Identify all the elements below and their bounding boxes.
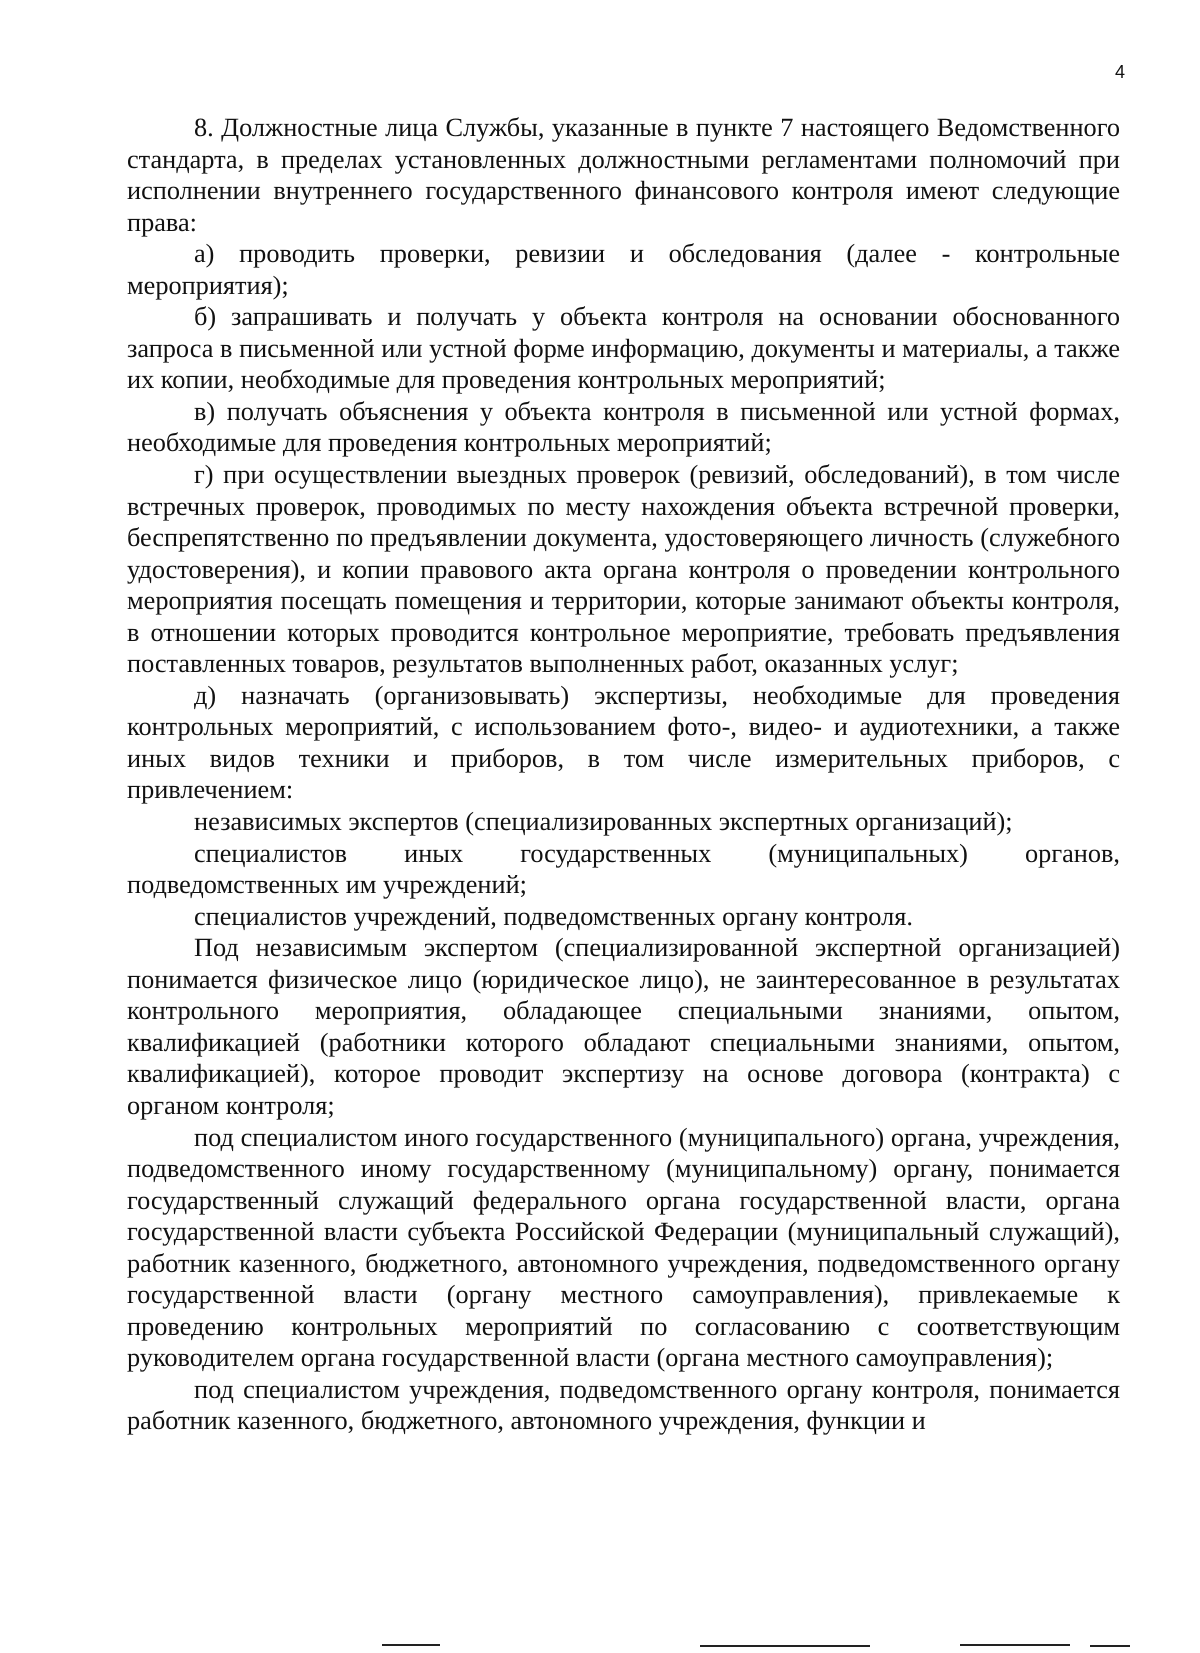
list-item-independent-experts: независимых экспертов (специализированных экспертных организаций);	[194, 807, 1013, 837]
paragraph-d-expertise: д) назначать (организовывать) экспертизы, необходимые для проведения контрольных мероприятий, с использованием фото-, видео- и аудиотехники, а также иных видов техники и приборов, в том числе измерительных приборов, с привлечением:	[127, 680, 1120, 805]
page-number: 4	[1114, 62, 1125, 82]
paragraph-a-control-measures: а) проводить проверки, ревизии и обследования (далее - контрольные мероприятия);	[127, 239, 1120, 300]
paragraph-institution-specialist-definition: под специалистом учреждения, подведомственного органу контроля, понимается работник казенного, бюджетного, автономного учреждения, функции и	[127, 1374, 1120, 1436]
list-item-institution-specialists: специалистов учреждений, подведомственных органу контроля.	[194, 901, 913, 931]
scan-artifact-line	[382, 1644, 440, 1646]
paragraph-g-field-inspections: г) при осуществлении выездных проверок (ревизий, обследований), в том числе встречных проверок, проводимых по месту нахождения объекта встречной проверки, беспрепятственно по предъявлении документа, удостоверяющего личность (служебного удостоверения), и копии правового акта органа контроля о проведении контрольного мероприятия посещать помещения и территории, которые занимают объекты контроля, в отношении которых проводится контрольное мероприятие, требовать предъявления поставленных товаров, результатов выполненных работ, оказанных услуг;	[127, 460, 1120, 679]
paragraph-v-explanations: в) получать объяснения у объекта контроля в письменной или устной формах, необходимые для проведения контрольных мероприятий;	[127, 396, 1120, 458]
scan-artifact-line	[1090, 1645, 1130, 1647]
paragraph-8-rights-intro: 8. Должностные лица Службы, указанные в пункте 7 настоящего Ведомственного стандарта, в пределах установленных должностными регламентами полномочий при исполнении внутреннего государственного финансового контроля имеют следующие права:	[127, 113, 1120, 237]
paragraph-b-request-documents: б) запрашивать и получать у объекта контроля на основании обоснованного запроса в письменной или устной форме информацию, документы и материалы, а также их копии, необходимые для проведения контрольных мероприятий;	[127, 302, 1120, 395]
paragraph-independent-expert-definition: Под независимым экспертом (специализированной экспертной организацией) понимается физическое лицо (юридическое лицо), не заинтересованное в результатах контрольного мероприятия, обладающее специальными знаниями, опытом, квалификацией (работники которого обладают специальными знаниями, опытом, квалификацией), которое проводит экспертизу на основе договора (контракта) с органом контроля;	[127, 933, 1120, 1120]
paragraph-state-specialist-definition: под специалистом иного государственного (муниципального) органа, учреждения, подведомственного иному государственному (муниципальному) органу, понимается государственный служащий федерального органа государственной власти, органа государственной власти субъекта Российской Федерации (муниципальный служащий), работник казенного, бюджетного, автономного учреждения, подведомственного органу государственной власти (органу местного самоуправления), привлекаемые к проведению контрольных мероприятий по согласованию с соответствующим руководителем органа государственной власти (органа местного самоуправления);	[127, 1122, 1120, 1373]
scan-artifact-line	[960, 1644, 1070, 1646]
scan-artifact-line	[700, 1645, 870, 1647]
document-body	[127, 112, 1120, 1437]
list-item-state-specialists: специалистов иных государственных (муниципальных) органов, подведомственных им учреждений;	[127, 838, 1120, 900]
